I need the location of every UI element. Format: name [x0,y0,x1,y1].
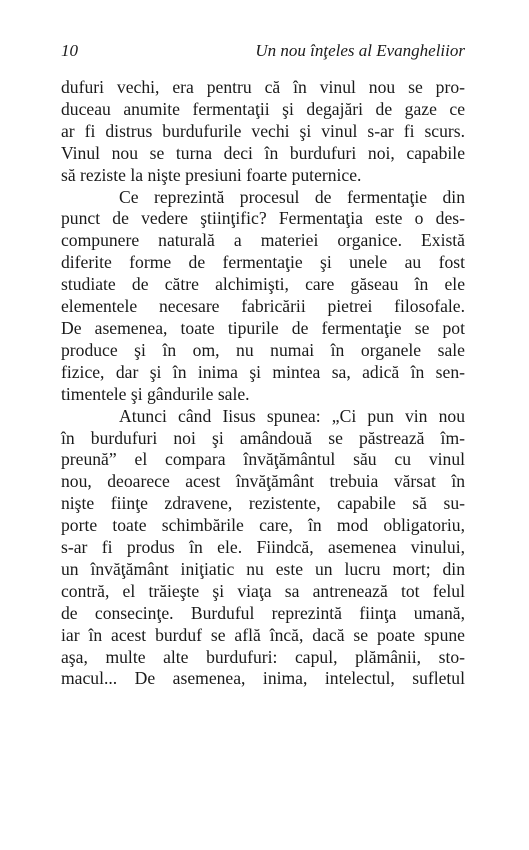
paragraph-line: un învăţământ iniţiatic nu este un lucru mort; din [61,558,465,579]
paragraph-line: diferite forme de fermentaţie şi unele au fost [61,252,465,273]
paragraph-line: nou, deoarece acest învăţământ trebuia vărsat în [61,471,465,492]
paragraph-line: de consecinţe. Burduful reprezintă fiinţa umană, [61,602,465,623]
paragraph-line: s-ar fi produs în ele. Fiindcă, asemenea vinului, [61,537,465,558]
paragraph-line: punct de vedere ştiinţific? Fermentaţia este o des- [61,208,465,229]
paragraph-line: în burdufuri noi şi amândouă se păstrează îm- [61,427,465,448]
paragraph-line: elementele necesare fabricării pietrei filosofale. [61,296,465,317]
paragraph-line: fizice, dar şi în inima şi mintea sa, adică în sen- [61,361,465,382]
paragraph-line: aşa, multe alte burdufuri: capul, plămânii, sto- [61,646,465,667]
paragraph-line: nişte fiinţe zdravene, rezistente, capabile să su- [61,493,465,514]
paragraph-line: Atunci când Iisus spunea: „Ci pun vin nou [119,405,465,426]
book-page [61,40,465,690]
paragraph-line: timentele şi gândurile sale. [61,383,250,404]
paragraph-line: studiate de către alchimişti, care găseau în ele [61,274,465,295]
paragraph-line: preună” el compara învăţământul său cu vinul [61,449,465,470]
paragraph-line: compunere naturală a materiei organice. Există [61,230,465,251]
paragraph-line: Vinul nou se turna deci în burdufuri noi, capabile [61,142,465,163]
paragraph-line: produce şi în om, nu numai în organele sale [61,339,465,360]
running-title: Un nou înţeles al Evangheliior [255,41,465,60]
paragraph-line: contră, el trăieşte şi viaţa sa antrenează tot felul [61,580,465,601]
paragraph-line: macul... De asemenea, inima, intelectul, sufletul [61,668,465,689]
paragraph-line: ar fi distrus burdufurile vechi şi vinul s-ar fi scurs. [61,120,465,141]
body-text [61,77,465,690]
paragraph-line: dufuri vechi, era pentru că în vinul nou se pro- [61,77,465,97]
paragraph-line: De asemenea, toate tipurile de fermentaţie se pot [61,317,465,338]
page-header [61,40,465,62]
paragraph-line: porte toate schimbările care, în mod obligatoriu, [61,515,465,536]
page-number: 10 [61,41,78,60]
paragraph-line: duceau anumite fermentaţii şi degajări de gaze ce [61,98,465,119]
paragraph-line: Ce reprezintă procesul de fermentaţie din [119,186,465,207]
paragraph-line: iar în acest burduf se află încă, dacă se poate spune [61,624,465,645]
paragraph-line: să reziste la nişte presiuni foarte puternice. [61,164,362,185]
